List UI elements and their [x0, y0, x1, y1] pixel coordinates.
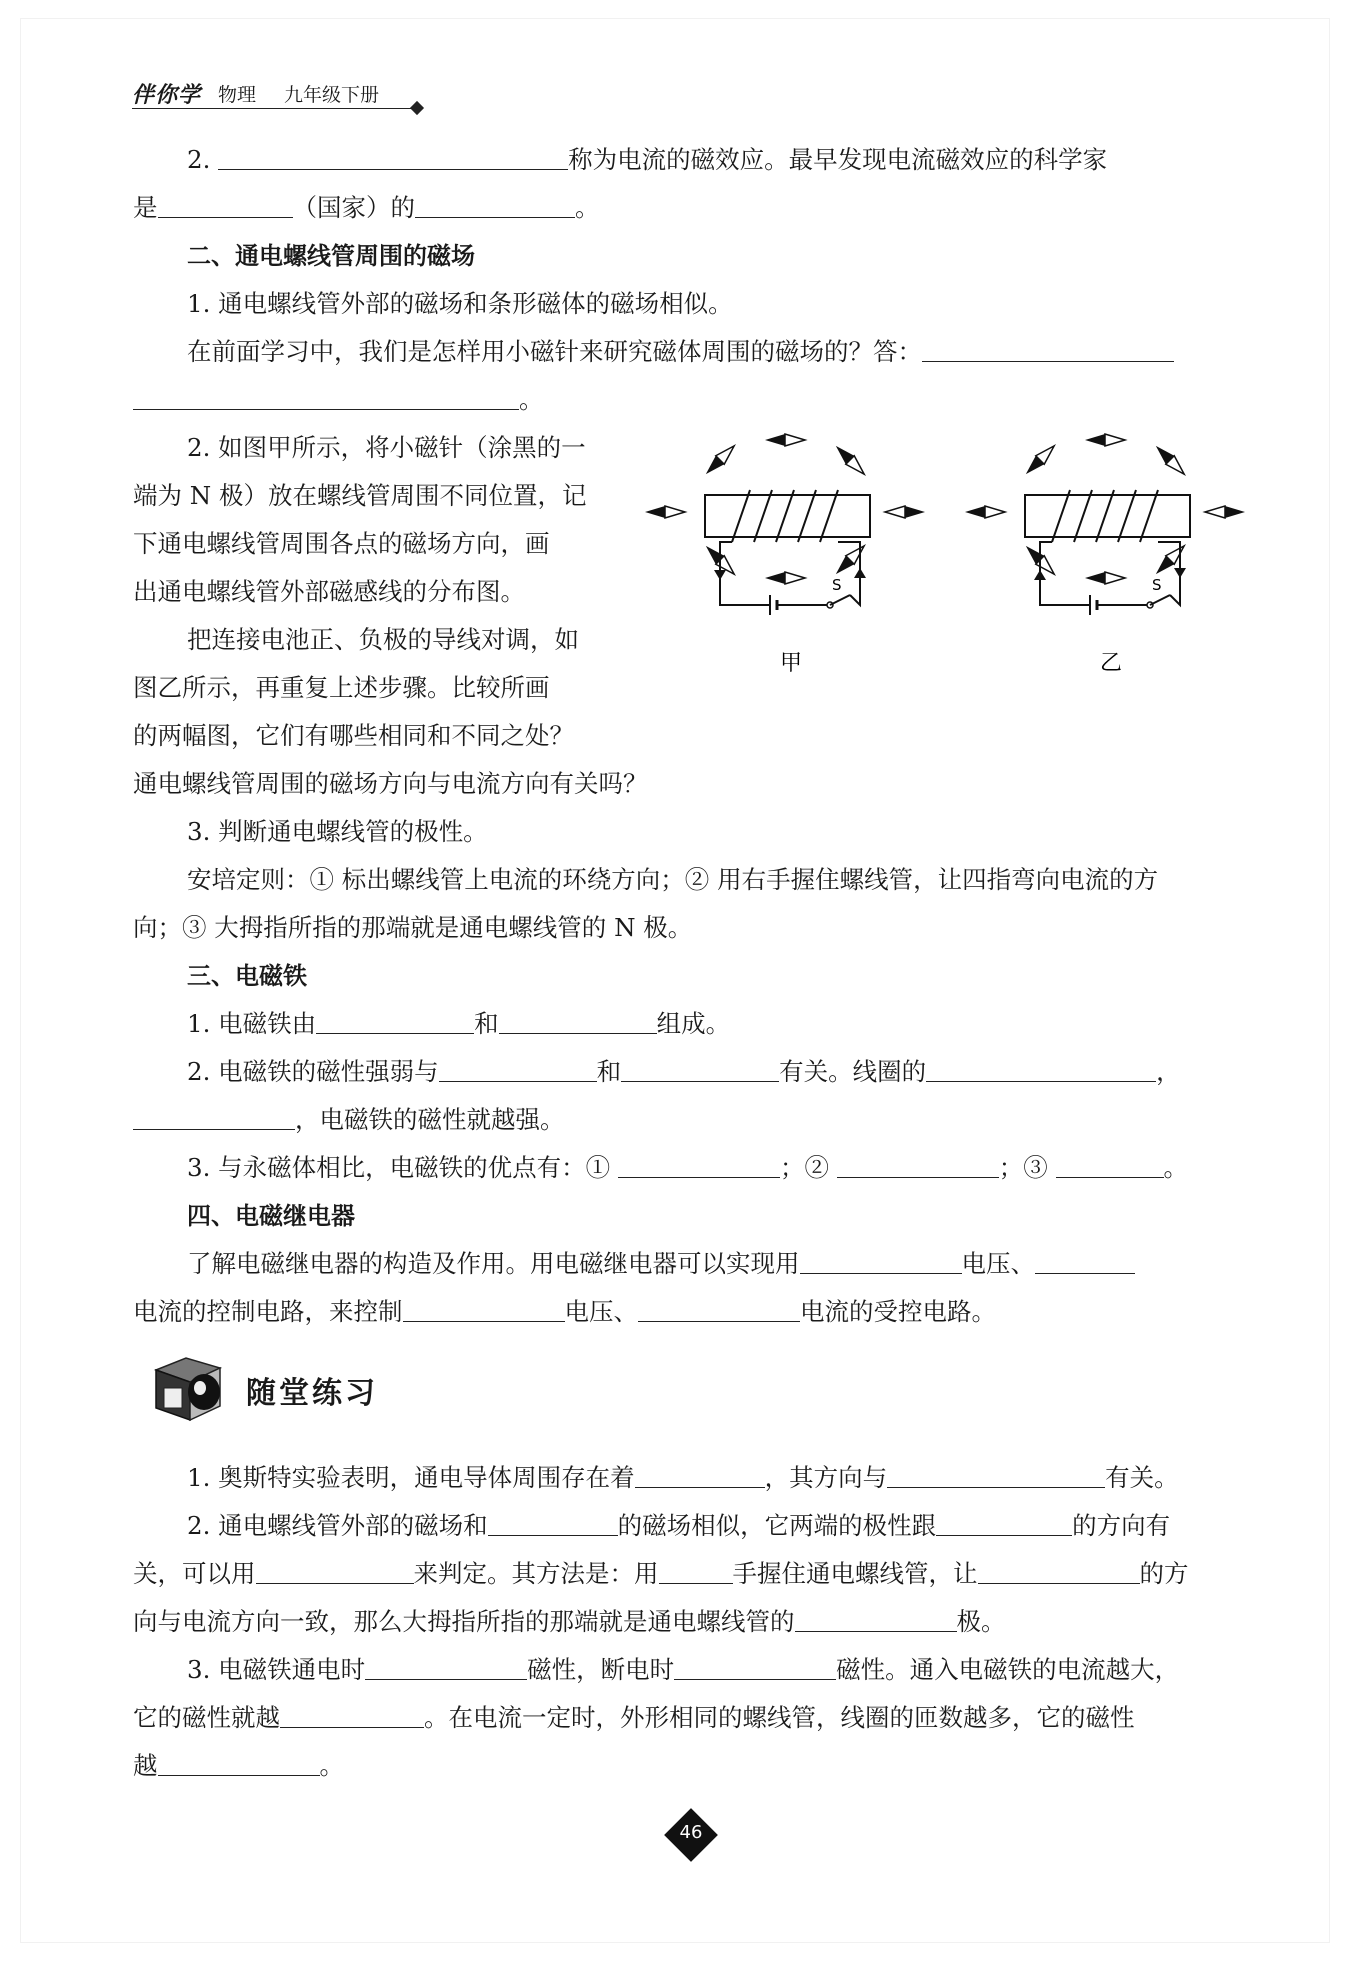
text: ，	[1156, 1057, 1181, 1086]
text: （国家）的	[292, 193, 415, 222]
line-fig-desc-2: 端为 N 极）放在螺线管周围不同位置，记	[133, 481, 587, 510]
switch-lever	[830, 595, 850, 605]
line-fig-desc-6: 图乙所示，再重复上述步骤。比较所画	[133, 673, 550, 702]
line-q2	[187, 140, 1107, 180]
compass-needle-left	[645, 506, 685, 518]
text: 2. 通电螺线管外部的磁场和	[187, 1511, 488, 1540]
blank	[618, 1151, 780, 1178]
text: 1. 电磁铁由	[187, 1009, 317, 1038]
compass-needle-top	[765, 434, 805, 446]
line-fig-desc-3: 下通电螺线管周围各点的磁场方向，画	[133, 529, 550, 558]
header-rule	[132, 108, 414, 109]
blank	[439, 1055, 597, 1082]
blank	[158, 191, 293, 218]
blank	[133, 1103, 295, 1130]
text: 电流的受控电路。	[800, 1297, 996, 1326]
text: 3. 电磁铁通电时	[187, 1655, 366, 1684]
text: 有关。线圈的	[779, 1057, 927, 1086]
line-fig-desc-5: 把连接电池正、负极的导线对调，如	[187, 625, 579, 654]
line-practice-3b	[133, 1698, 1135, 1738]
line-solenoid-question	[187, 332, 1174, 372]
text: 有关。	[1105, 1463, 1179, 1492]
heading-solenoid: 二、通电螺线管周围的磁场	[187, 242, 475, 270]
label-jia: 甲	[780, 651, 803, 676]
text: 。	[575, 193, 600, 222]
compass-needle-top	[1085, 434, 1125, 446]
blank	[926, 1055, 1156, 1082]
blank	[887, 1461, 1105, 1488]
text: 。	[1163, 1153, 1189, 1182]
line-relay-1	[187, 1244, 1135, 1284]
switch-label: S	[1152, 576, 1162, 594]
solenoid-core	[1025, 495, 1190, 537]
text: 1. 奥斯特实验表明，通电导体周围存在着	[187, 1463, 635, 1492]
current-arrow-down	[1174, 568, 1186, 578]
cube-logo-icon	[146, 1348, 238, 1428]
blank	[218, 143, 568, 170]
text: 的方向有	[1072, 1511, 1171, 1540]
text: 了解电磁继电器的构造及作用。用电磁继电器可以实现用	[187, 1249, 800, 1278]
text: 关，可以用	[133, 1559, 256, 1588]
blank	[316, 1007, 474, 1034]
text: 组成。	[656, 1009, 731, 1038]
current-arrow-up	[854, 568, 866, 578]
text: ，电磁铁的磁性就越强。	[295, 1105, 565, 1134]
section-practice	[146, 1348, 406, 1428]
line-em-1	[187, 1004, 730, 1044]
line-fig-desc-4: 出通电螺线管外部磁感线的分布图。	[133, 577, 525, 606]
current-arrow-down	[714, 570, 726, 580]
line-practice-2b	[133, 1554, 1189, 1594]
compass-needle-top-left	[702, 442, 739, 479]
blank	[635, 1461, 765, 1488]
section-title: 随堂练习	[246, 1376, 378, 1411]
line-practice-2c	[133, 1602, 1006, 1642]
line-practice-1	[187, 1458, 1179, 1498]
switch-label: S	[832, 576, 842, 594]
text: ；②	[779, 1153, 837, 1182]
text: 在前面学习中，我们是怎样用小磁针来研究磁体周围的磁场的？答：	[187, 337, 922, 366]
line-solenoid-1: 1. 通电螺线管外部的磁场和条形磁体的磁场相似。	[187, 289, 733, 318]
diagram-yi	[965, 434, 1245, 676]
line-polarity: 3. 判断通电螺线管的极性。	[187, 817, 488, 846]
compass-needle-bottom	[765, 572, 805, 584]
blank	[488, 1509, 618, 1536]
blank	[795, 1605, 957, 1632]
compass-needle-top-right	[832, 442, 869, 479]
page-header	[132, 78, 424, 112]
line-em-2	[187, 1052, 1181, 1092]
line-practice-3c	[133, 1746, 344, 1786]
text: 磁性，断电时	[527, 1655, 675, 1684]
line-relay-2	[133, 1292, 996, 1332]
text: 和	[596, 1057, 622, 1086]
blank	[1056, 1151, 1164, 1178]
text: ，其方向与	[764, 1463, 888, 1492]
blank	[674, 1653, 836, 1680]
solenoid-core	[705, 495, 870, 537]
brand-name: 伴你学	[132, 83, 202, 108]
grade-name: 九年级下册	[284, 84, 380, 106]
current-arrow-up	[1034, 570, 1046, 580]
label-yi: 乙	[1100, 651, 1123, 676]
blank	[365, 1653, 527, 1680]
line-answer-cont	[133, 380, 544, 420]
text: 向与电流方向一致，那么大拇指所指的那端就是通电螺线管的	[133, 1607, 795, 1636]
compass-needle-top-left	[1022, 442, 1059, 479]
blank	[415, 191, 575, 218]
blank	[978, 1557, 1140, 1584]
blank	[403, 1295, 565, 1322]
text: 来判定。其方法是：用	[413, 1559, 659, 1588]
blank	[638, 1295, 800, 1322]
text: 电压、	[564, 1297, 638, 1326]
text: ；③	[998, 1153, 1056, 1182]
text: 和	[474, 1009, 499, 1038]
blank	[837, 1151, 999, 1178]
compass-needle-bottom	[1085, 572, 1125, 584]
line-em-3	[187, 1148, 1188, 1188]
blank	[936, 1509, 1072, 1536]
compass-needle-right	[1205, 506, 1245, 518]
line-q2-cont	[133, 188, 600, 228]
text: 。	[319, 1751, 344, 1780]
compass-needle-right	[885, 506, 925, 518]
blank	[280, 1701, 424, 1728]
blank	[256, 1557, 414, 1584]
heading-electromagnet: 三、电磁铁	[187, 962, 307, 990]
compass-needle-top-right	[1152, 442, 1189, 479]
line-fig-desc-1: 2. 如图甲所示，将小磁针（涂黑的一	[187, 433, 586, 462]
text: 的方	[1139, 1559, 1189, 1588]
line-fig-desc-8: 通电螺线管周围的磁场方向与电流方向有关吗？	[133, 769, 648, 798]
page-number-text: 46	[679, 1822, 703, 1843]
solenoid-diagrams	[640, 430, 1260, 680]
text: 2.	[187, 145, 219, 174]
line-em-2-cont	[133, 1100, 565, 1140]
text: 称为电流的磁效应。最早发现电流磁效应的科学家	[568, 145, 1108, 174]
heading-relay: 四、电磁继电器	[187, 1202, 355, 1230]
diagram-jia	[645, 434, 925, 676]
text: 手握住通电螺线管，让	[732, 1559, 978, 1588]
blank	[659, 1557, 733, 1584]
text: 2. 电磁铁的磁性强弱与	[187, 1057, 439, 1086]
page-number	[666, 1810, 718, 1862]
switch-lever	[1150, 595, 1170, 605]
line-ampere-rule-1: 安培定则：① 标出螺线管上电流的环绕方向；② 用右手握住螺线管，让四指弯向电流的方	[187, 865, 1159, 894]
blank	[158, 1749, 320, 1776]
text: 磁性。通入电磁铁的电流越大，	[836, 1655, 1180, 1684]
line-ampere-rule-2: 向；③ 大拇指所指的那端就是通电螺线管的 N 极。	[133, 913, 693, 942]
text: 电流的控制电路，来控制	[133, 1297, 403, 1326]
blank	[800, 1247, 962, 1274]
text: 电压、	[961, 1249, 1035, 1278]
compass-needle-left	[965, 506, 1005, 518]
blank	[621, 1055, 779, 1082]
blank	[133, 383, 519, 410]
text: 它的磁性就越	[133, 1703, 280, 1732]
line-practice-3	[187, 1650, 1179, 1690]
text: 极。	[956, 1607, 1006, 1636]
text: 。	[519, 385, 544, 414]
text: 。在电流一定时，外形相同的螺线管，线圈的匝数越多，它的磁性	[424, 1703, 1135, 1732]
subject-name: 物理	[218, 84, 257, 106]
text: 的磁场相似，它两端的极性跟	[617, 1511, 937, 1540]
blank	[499, 1007, 657, 1034]
solenoid-figure	[640, 430, 1260, 680]
text: 是	[133, 193, 158, 222]
text: 3. 与永磁体相比，电磁铁的优点有：①	[187, 1153, 618, 1182]
blank	[1035, 1247, 1135, 1274]
text: 越	[133, 1751, 158, 1780]
line-practice-2	[187, 1506, 1170, 1546]
line-fig-desc-7: 的两幅图，它们有哪些相同和不同之处？	[133, 721, 574, 750]
blank	[922, 335, 1174, 362]
